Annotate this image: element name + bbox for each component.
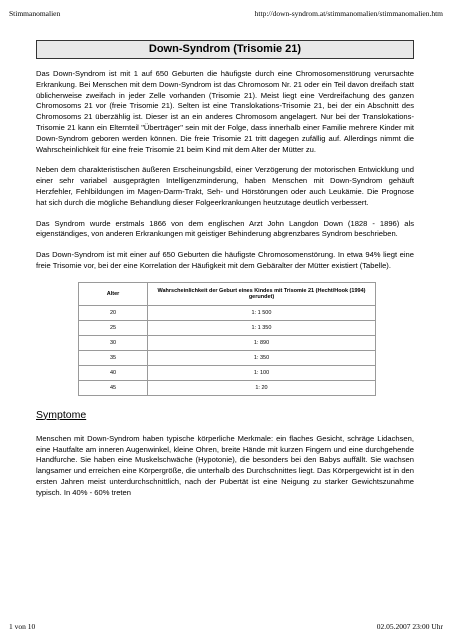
document-body xyxy=(36,40,414,509)
column-header-probability: Wahrscheinlichkeit der Geburt eines Kindes mit Trisomie 21 (Hecht/Hook (1994) gerundet) xyxy=(148,282,376,305)
table-row xyxy=(79,335,376,350)
cell-probability: 1: 890 xyxy=(148,335,376,350)
paragraph-symptoms-overview: Neben dem charakteristischen äußeren Erscheinungsbild, einer Verzögerung der motorischen Entwicklung und einer sehr variabel ausgeprägten Intelligenzminderung, haben Menschen mit Down-Syndrom gehäuft Herzfehler, Fehlbildungen im Magen-Darm-Trakt, Seh- und Hörstörungen oder auch Leukämie. Die Prognose hat sich durch die mögliche Behandlung dieser Folgeerkrankungen heutzutage deutlich verbessert. xyxy=(36,165,414,207)
cell-age: 40 xyxy=(79,365,148,380)
page-title: Down-Syndrom (Trisomie 21) xyxy=(36,40,414,59)
table-row xyxy=(79,305,376,320)
print-footer xyxy=(9,622,443,634)
paragraph-history: Das Syndrom wurde erstmals 1866 von dem englischen Arzt John Langdon Down (1828 - 1896) als eigenständiges, von anderen Erkrankungen mit geistiger Behinderung abgrenzbares Syndrom beschrieben. xyxy=(36,218,414,239)
cell-age: 45 xyxy=(79,380,148,395)
cell-probability: 1: 1 350 xyxy=(148,320,376,335)
cell-age: 35 xyxy=(79,350,148,365)
paragraph-intro: Das Down-Syndrom ist mit 1 auf 650 Geburten die häufigste durch eine Chromosomenstörung verursachte Erkrankung. Bei Menschen mit dem Down-Syndrom ist das Chromosom Nr. 21 oder ein Teil davon dreifach statt üblicherweise zweifach in jeder Zelle vorhanden (Trisomie 21). Meist liegt eine Verdreifachung des ganzen Chromosoms 21 vor (freie Trisomie 21). Selten ist eine Translokations-Trisomie 21, bei der ein Abschnitt des Chromosoms 21 überzählig ist. Dieser ist an ein anderes Chromosom angelagert. Nur bei der Translokations-Trisomie 21 kann ein Elternteil "Überträger" sein mit der Folge, dass innerhalb einer Familie mehrere Kinder mit Down-Syndrom geboren werden können. Die freie Trisomie 21 tritt dagegen zufällig auf. Allerdings nimmt die Wahrscheinlichkeit für eine freie Trisomie 21 beim Kind mit dem Alter der Mütter zu. xyxy=(36,69,414,154)
table-row xyxy=(79,350,376,365)
cell-probability: 1: 350 xyxy=(148,350,376,365)
paragraph-symptome: Menschen mit Down-Syndrom haben typische körperliche Merkmale: ein flaches Gesicht, schräge Lidachsen, eine Hautfalte am inneren Augenwinkel, kleine Ohren, breite Hände mit kurzen Fingern und eine durchgehende Handfurche. Sie haben eine Muskelschwäche (Hypotonie), die besonders bei den Babys auffällt. Sie wachsen langsamer und erreichen eine Körpergröße, die unterhalb des Durchschnittes liegt. Das Körpergewicht ist in den ersten Jahren meist unterdurchschnittlich, nach der Pubertät ist eine Neigung zu starker Gewichtszunahme typisch. In 40% - 60% treten xyxy=(36,433,414,497)
header-url: http://down-syndrom.at/stimmanomalien/stimmanomalien.htm xyxy=(254,9,443,18)
paragraph-frequency: Das Down-Syndrom ist mit einer auf 650 Geburten die häufigste Chromosomenstörung. In etwa 94% liegt eine freie Trisomie vor, bei der eine Korrelation der Häufigkeit mit dem Gebäralter der Mütter existiert (Tabelle). xyxy=(36,250,414,270)
column-header-age: Alter xyxy=(79,282,148,305)
table-row xyxy=(79,380,376,395)
cell-probability: 1: 1 500 xyxy=(148,305,376,320)
print-header xyxy=(9,9,443,21)
table-row xyxy=(79,365,376,380)
cell-probability: 1: 20 xyxy=(148,380,376,395)
cell-age: 20 xyxy=(79,305,148,320)
footer-page-number: 1 von 10 xyxy=(9,622,36,631)
section-heading-symptome: Symptome xyxy=(36,408,87,421)
header-page-title: Stimmanomalien xyxy=(9,9,61,18)
table-row xyxy=(79,320,376,335)
cell-probability: 1: 100 xyxy=(148,365,376,380)
cell-age: 30 xyxy=(79,335,148,350)
probability-table xyxy=(78,282,376,396)
table-header-row xyxy=(79,282,376,305)
cell-age: 25 xyxy=(79,320,148,335)
footer-timestamp: 02.05.2007 23:00 Uhr xyxy=(376,622,443,631)
